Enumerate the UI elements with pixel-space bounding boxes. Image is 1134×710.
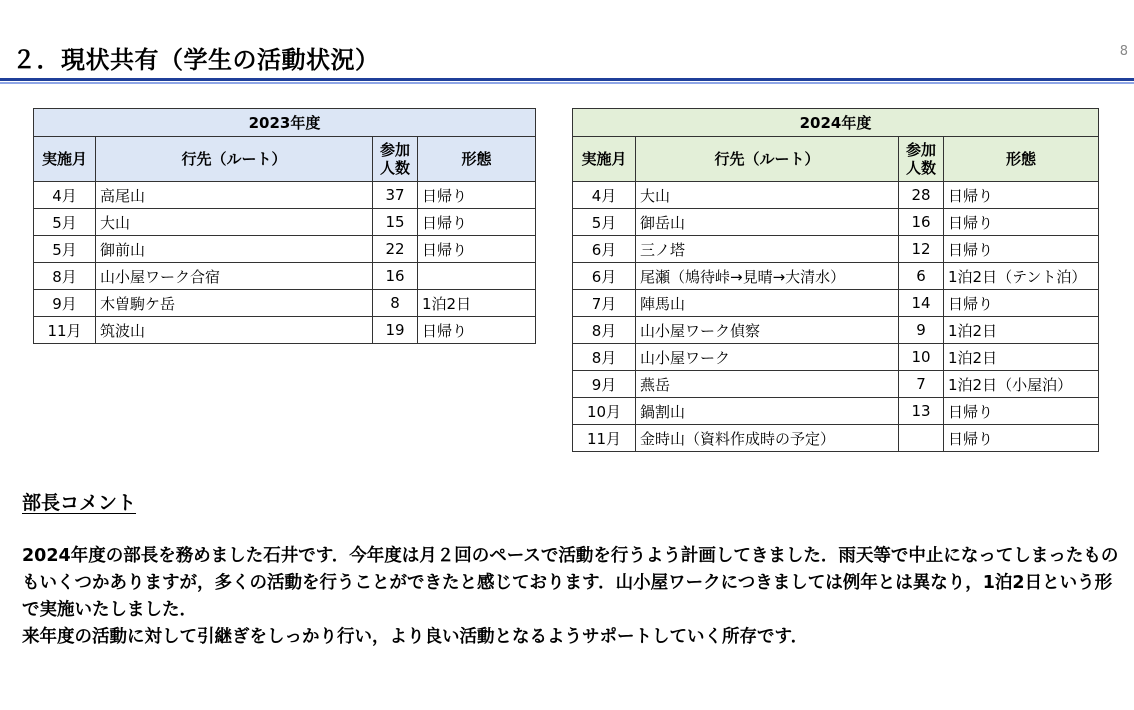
cell-form (418, 263, 536, 290)
cell-destination: 御前山 (96, 236, 373, 263)
cell-month: 4月 (573, 182, 636, 209)
table-row (573, 263, 1099, 290)
title-rule-accent (0, 82, 1134, 84)
cell-destination: 燕岳 (636, 371, 899, 398)
cell-month: 4月 (34, 182, 96, 209)
cell-participants: 15 (373, 209, 418, 236)
page-number: 8 (1119, 44, 1128, 59)
table-row (34, 236, 536, 263)
table-row (34, 317, 536, 344)
cell-month: 5月 (34, 209, 96, 236)
cell-participants: 19 (373, 317, 418, 344)
comment-paragraph: 2024年度の部長を務めました石井です．今年度は月２回のペースで活動を行うよう計画してきました．雨天等で中止になってしまったものもいくつかありますが，多くの活動を行うことができたと感じております．山小屋ワークにつきましては例年とは異なり，1泊2日という形で実施いたしました． (22, 546, 1119, 620)
cell-month: 9月 (573, 371, 636, 398)
cell-month: 6月 (573, 236, 636, 263)
table-row (34, 290, 536, 317)
cell-form: 日帰り (944, 290, 1099, 317)
slide-title: ２．現状共有（学生の活動状況） (12, 46, 380, 74)
table-row (573, 236, 1099, 263)
table-row (573, 182, 1099, 209)
cell-month: 5月 (573, 209, 636, 236)
table-row (573, 425, 1099, 452)
table-2023 (33, 108, 536, 344)
column-header-participants (899, 137, 944, 182)
cell-form: 日帰り (944, 398, 1099, 425)
cell-destination: 御岳山 (636, 209, 899, 236)
cell-participants: 12 (899, 236, 944, 263)
cell-form: 日帰り (944, 236, 1099, 263)
cell-participants: 9 (899, 317, 944, 344)
cell-month: 8月 (34, 263, 96, 290)
comment-paragraph: 来年度の活動に対して引継ぎをしっかり行い，より良い活動となるようサポートしていく所存です． (22, 627, 809, 647)
cell-destination: 大山 (96, 209, 373, 236)
cell-form: 日帰り (944, 182, 1099, 209)
cell-destination: 山小屋ワーク偵察 (636, 317, 899, 344)
column-header-form: 形態 (944, 137, 1099, 182)
cell-form: 1泊2日 (418, 290, 536, 317)
cell-month: 8月 (573, 344, 636, 371)
cell-month: 8月 (573, 317, 636, 344)
cell-destination: 三ノ塔 (636, 236, 899, 263)
cell-form: 日帰り (944, 425, 1099, 452)
cell-destination: 陣馬山 (636, 290, 899, 317)
cell-destination: 高尾山 (96, 182, 373, 209)
cell-destination: 山小屋ワーク (636, 344, 899, 371)
column-header-month: 実施月 (34, 137, 96, 182)
participants-header-text: 参加人数 (379, 141, 410, 177)
cell-destination: 山小屋ワーク合宿 (96, 263, 373, 290)
table-row (34, 263, 536, 290)
cell-participants: 16 (373, 263, 418, 290)
cell-participants: 37 (373, 182, 418, 209)
cell-form: 日帰り (944, 209, 1099, 236)
cell-participants: 16 (899, 209, 944, 236)
cell-form: 1泊2日（テント泊） (944, 263, 1099, 290)
table-row (573, 344, 1099, 371)
column-header-form: 形態 (418, 137, 536, 182)
cell-participants: 8 (373, 290, 418, 317)
cell-month: 7月 (573, 290, 636, 317)
cell-participants: 6 (899, 263, 944, 290)
cell-form: 日帰り (418, 209, 536, 236)
cell-destination: 筑波山 (96, 317, 373, 344)
cell-destination: 金時山（資料作成時の予定） (636, 425, 899, 452)
cell-destination: 木曽駒ケ岳 (96, 290, 373, 317)
table-row (34, 209, 536, 236)
participants-header-text: 参加人数 (905, 141, 936, 177)
table-year-label: 2023年度 (34, 109, 536, 137)
cell-destination: 尾瀬（鳩待峠→見晴→大清水） (636, 263, 899, 290)
cell-form: 日帰り (418, 317, 536, 344)
column-header-destination: 行先（ルート） (96, 137, 373, 182)
comment-heading: 部長コメント (22, 492, 137, 514)
comment-body (22, 543, 1122, 651)
cell-form: 日帰り (418, 182, 536, 209)
column-header-month: 実施月 (573, 137, 636, 182)
cell-month: 9月 (34, 290, 96, 317)
cell-participants: 7 (899, 371, 944, 398)
cell-destination: 大山 (636, 182, 899, 209)
column-header-participants (373, 137, 418, 182)
cell-participants: 13 (899, 398, 944, 425)
cell-form: 1泊2日 (944, 344, 1099, 371)
cell-month: 11月 (34, 317, 96, 344)
cell-participants: 10 (899, 344, 944, 371)
column-header-destination: 行先（ルート） (636, 137, 899, 182)
cell-participants: 14 (899, 290, 944, 317)
cell-participants (899, 425, 944, 452)
cell-form: 1泊2日 (944, 317, 1099, 344)
cell-month: 10月 (573, 398, 636, 425)
table-row (573, 317, 1099, 344)
title-rule (0, 78, 1134, 81)
table-row (573, 398, 1099, 425)
table-2024 (572, 108, 1099, 452)
table-year-label: 2024年度 (573, 109, 1099, 137)
table-row (573, 371, 1099, 398)
cell-month: 11月 (573, 425, 636, 452)
cell-form: 日帰り (418, 236, 536, 263)
cell-participants: 22 (373, 236, 418, 263)
cell-month: 5月 (34, 236, 96, 263)
table-row (573, 290, 1099, 317)
table-row (573, 209, 1099, 236)
cell-destination: 鍋割山 (636, 398, 899, 425)
table-row (34, 182, 536, 209)
cell-participants: 28 (899, 182, 944, 209)
cell-form: 1泊2日（小屋泊） (944, 371, 1099, 398)
cell-month: 6月 (573, 263, 636, 290)
